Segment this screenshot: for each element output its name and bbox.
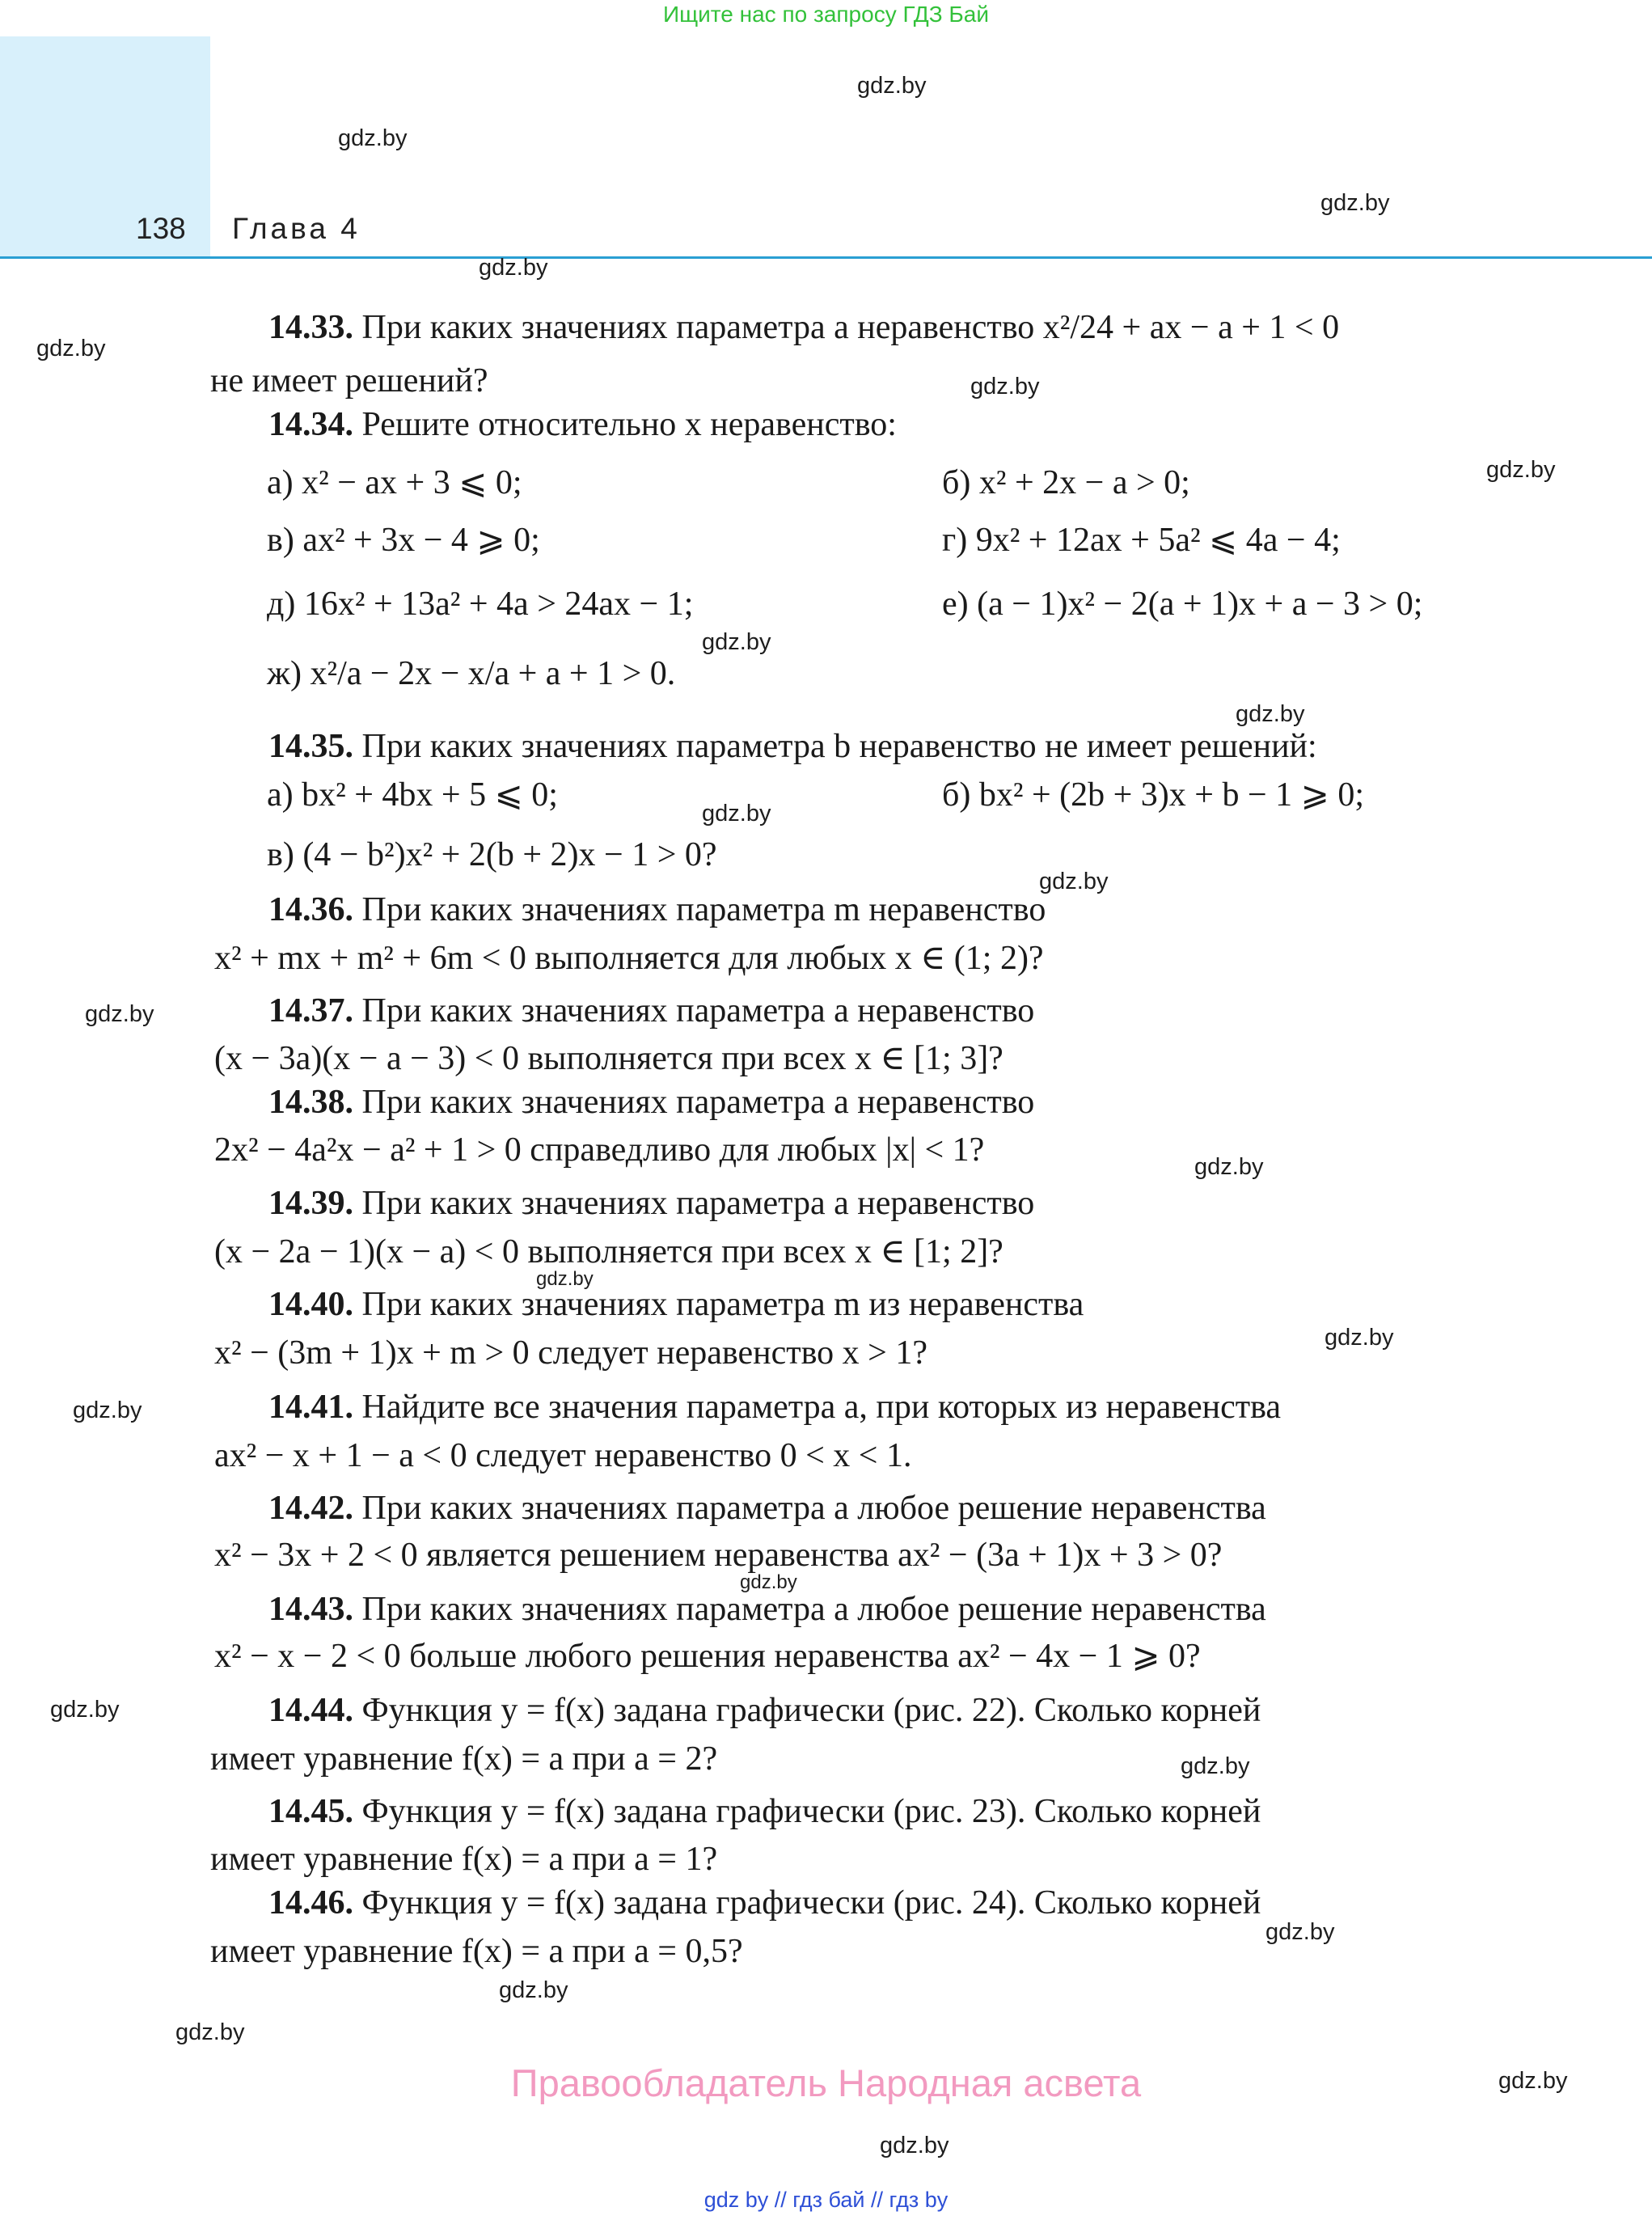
- problem-line: x² − (3m + 1)x + m > 0 следует неравенство x > 1?: [214, 1334, 927, 1372]
- problem-14-39: 14.39. При каких значениях параметра a неравенство: [268, 1185, 1035, 1222]
- problem-14-44: 14.44. Функция y = f(x) задана графически (рис. 22). Сколько корней: [268, 1692, 1261, 1729]
- watermark: gdz.by: [85, 1001, 154, 1027]
- watermark: gdz.by: [338, 125, 408, 151]
- footer-links[interactable]: gdz by // гдз бай // гдз by: [703, 2188, 949, 2212]
- watermark: gdz.by: [857, 73, 927, 99]
- watermark: gdz.by: [36, 336, 106, 362]
- watermark: gdz.by: [1194, 1154, 1264, 1180]
- chapter-title: Глава 4: [232, 212, 361, 245]
- problem-14-43: 14.43. При каких значениях параметра a любое решение неравенства: [268, 1591, 1266, 1628]
- problem-line: x² − x − 2 < 0 больше любого решения неравенства ax² − 4x − 1 ⩾ 0?: [214, 1638, 1201, 1675]
- watermark: gdz.by: [499, 1977, 568, 2003]
- problem-line: ax² − x + 1 − a < 0 следует неравенство 0 < x < 1.: [214, 1437, 912, 1474]
- watermark: gdz.by: [702, 801, 771, 827]
- top-banner[interactable]: Ищите нас по запросу ГДЗ Бай: [662, 2, 990, 27]
- problem-14-36: 14.36. При каких значениях параметра m неравенство: [268, 891, 1046, 928]
- problem-line: (x − 2a − 1)(x − a) < 0 выполняется при всех x ∈ [1; 2]?: [214, 1233, 1003, 1271]
- problem-line: 2x² − 4a²x − a² + 1 > 0 справедливо для любых |x| < 1?: [214, 1131, 985, 1169]
- sub-item: в) (4 − b²)x² + 2(b + 2)x − 1 > 0?: [267, 836, 717, 873]
- watermark: gdz.by: [175, 2019, 245, 2045]
- sub-item: д) 16x² + 13a² + 4a > 24ax − 1;: [267, 586, 694, 623]
- problem-line: имеет уравнение f(x) = a при a = 0,5?: [210, 1933, 743, 1970]
- watermark: gdz.by: [1320, 190, 1390, 216]
- watermark: gdz.by: [1486, 457, 1556, 483]
- sub-item: а) bx² + 4bx + 5 ⩽ 0;: [267, 776, 558, 814]
- watermark: gdz.by: [880, 2133, 949, 2158]
- watermark: gdz.by: [536, 1268, 594, 1290]
- problem-14-45: 14.45. Функция y = f(x) задана графически (рис. 23). Сколько корней: [268, 1793, 1261, 1830]
- problem-14-38: 14.38. При каких значениях параметра a неравенство: [268, 1084, 1035, 1121]
- watermark: gdz.by: [1039, 869, 1109, 894]
- page-number: 138: [136, 212, 186, 245]
- watermark: gdz.by: [1236, 701, 1305, 727]
- header-rule: [0, 256, 1652, 259]
- sub-item: е) (a − 1)x² − 2(a + 1)x + a − 3 > 0;: [942, 586, 1423, 623]
- watermark: gdz.by: [1325, 1325, 1394, 1351]
- watermark: gdz.by: [1498, 2068, 1568, 2094]
- problem-14-35: 14.35. При каких значениях параметра b неравенство не имеет решений:: [268, 728, 1317, 765]
- watermark: gdz.by: [479, 255, 548, 281]
- problem-line: имеет уравнение f(x) = a при a = 1?: [210, 1841, 718, 1878]
- watermark: gdz.by: [740, 1571, 797, 1593]
- problem-14-46: 14.46. Функция y = f(x) задана графически (рис. 24). Сколько корней: [268, 1884, 1261, 1922]
- watermark: gdz.by: [702, 629, 771, 655]
- problem-line: x² + mx + m² + 6m < 0 выполняется для любых x ∈ (1; 2)?: [214, 940, 1044, 977]
- problem-14-40: 14.40. При каких значениях параметра m из неравенства: [268, 1286, 1084, 1323]
- problem-14-34: 14.34. Решите относительно x неравенство:: [268, 406, 897, 443]
- problem-line: имеет уравнение f(x) = a при a = 2?: [210, 1740, 718, 1778]
- watermark: gdz.by: [50, 1697, 120, 1723]
- sub-item: в) ax² + 3x − 4 ⩾ 0;: [267, 522, 540, 559]
- problem-14-41: 14.41. Найдите все значения параметра a, при которых из неравенства: [268, 1389, 1282, 1426]
- sub-item: ж) x²/a − 2x − x/a + a + 1 > 0.: [267, 655, 676, 692]
- problem-line: x² − 3x + 2 < 0 является решением неравенства ax² − (3a + 1)x + 3 > 0?: [214, 1537, 1223, 1574]
- problem-14-33: 14.33. При каких значениях параметра a неравенство x²/24 + ax − a + 1 < 0: [268, 309, 1340, 346]
- watermark: gdz.by: [1265, 1919, 1335, 1945]
- copyright-notice: Правообладатель Народная асвета: [510, 2061, 1142, 2104]
- problem-14-37: 14.37. При каких значениях параметра a неравенство: [268, 992, 1035, 1030]
- watermark: gdz.by: [1181, 1753, 1250, 1779]
- problem-line: не имеет решений?: [210, 362, 488, 400]
- watermark: gdz.by: [73, 1397, 142, 1423]
- sub-item: а) x² − ax + 3 ⩽ 0;: [267, 464, 522, 501]
- problem-14-42: 14.42. При каких значениях параметра a любое решение неравенства: [268, 1490, 1266, 1527]
- sub-item: б) x² + 2x − a > 0;: [942, 464, 1190, 501]
- problem-line: (x − 3a)(x − a − 3) < 0 выполняется при всех x ∈ [1; 3]?: [214, 1040, 1003, 1077]
- sub-item: г) 9x² + 12ax + 5a² ⩽ 4a − 4;: [942, 522, 1341, 559]
- sub-item: б) bx² + (2b + 3)x + b − 1 ⩾ 0;: [942, 776, 1365, 814]
- watermark: gdz.by: [970, 374, 1040, 400]
